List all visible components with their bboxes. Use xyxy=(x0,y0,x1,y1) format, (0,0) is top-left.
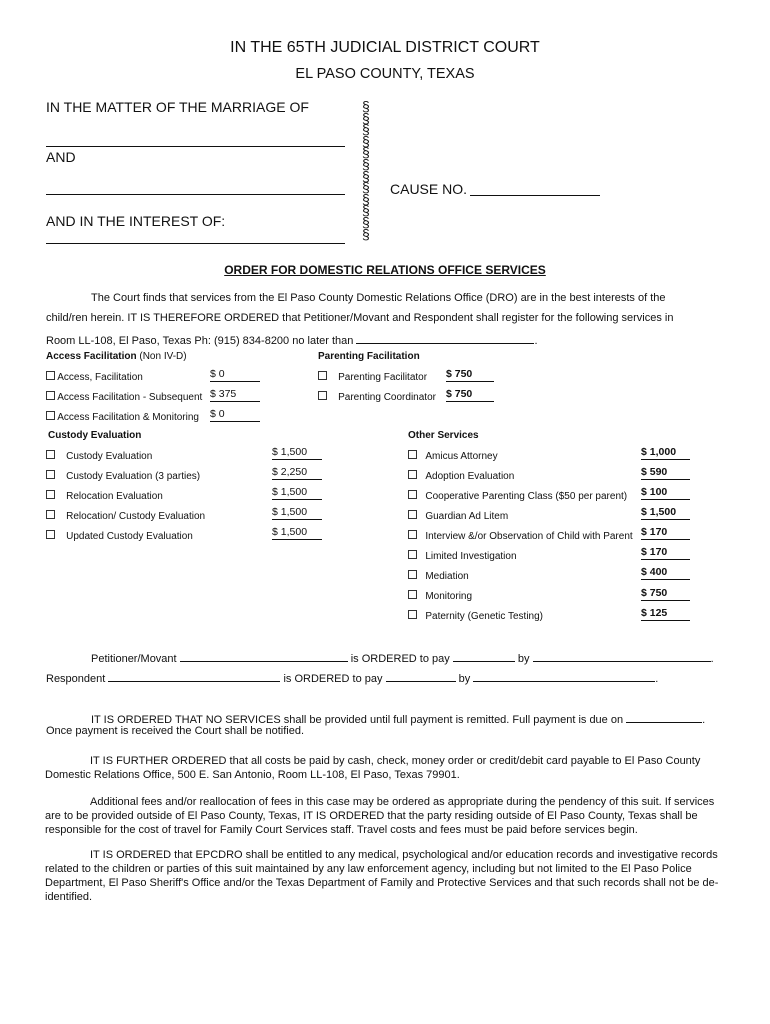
access-item xyxy=(46,411,199,423)
custody-item xyxy=(46,510,205,522)
petitioner-amount-line[interactable] xyxy=(453,650,515,662)
other-amount: $ 1,000 xyxy=(641,446,690,460)
custody-item xyxy=(46,470,200,482)
service-label: Guardian Ad Litem xyxy=(425,511,509,522)
petitioner-name-line[interactable] xyxy=(180,650,348,662)
service-label: Adoption Evaluation xyxy=(425,471,515,482)
checkbox[interactable] xyxy=(408,610,417,619)
service-label: Updated Custody Evaluation xyxy=(66,531,193,542)
checkbox[interactable] xyxy=(408,550,417,559)
service-label: Access Facilitation - Subsequent xyxy=(57,392,203,403)
other-item xyxy=(408,490,627,502)
service-label: Mediation xyxy=(425,571,469,582)
and-label: AND xyxy=(46,149,76,165)
checkbox[interactable] xyxy=(46,490,55,499)
intro-line-3-text: Room LL-108, El Paso, Texas Ph: (915) 834-8200 no later than xyxy=(46,335,354,347)
other-item xyxy=(408,610,543,622)
checkbox[interactable] xyxy=(408,570,417,579)
service-label: Relocation/ Custody Evaluation xyxy=(66,511,206,522)
other-heading: Other Services xyxy=(408,430,479,441)
deadline-date-line[interactable] xyxy=(356,332,534,344)
section-symbol: § xyxy=(362,190,370,207)
matter-label: IN THE MATTER OF THE MARRIAGE OF xyxy=(46,99,309,115)
other-item xyxy=(408,510,508,522)
access-heading-title: Access Facilitation xyxy=(46,351,137,362)
respondent-amount-line[interactable] xyxy=(386,670,456,682)
section-symbol: § xyxy=(362,144,370,161)
respondent-date-line[interactable] xyxy=(473,670,655,682)
parenting-item xyxy=(318,391,436,403)
by-text: by xyxy=(458,673,471,685)
parenting-amount: $ 750 xyxy=(446,368,494,382)
service-label: Access, Facilitation xyxy=(57,372,143,383)
checkbox[interactable] xyxy=(318,391,327,400)
section-symbol: § xyxy=(362,155,370,172)
service-label: Interview &/or Observation of Child with Parent xyxy=(425,531,633,542)
parenting-amount: $ 750 xyxy=(446,388,494,402)
section-symbol-column xyxy=(362,98,370,242)
other-amount: $ 750 xyxy=(641,587,690,601)
checkbox[interactable] xyxy=(46,470,55,479)
other-amount: $ 590 xyxy=(641,466,690,480)
petitioner-date-line[interactable] xyxy=(533,650,711,662)
child-line[interactable] xyxy=(46,243,345,244)
other-item xyxy=(408,470,514,482)
petitioner-payment-line: Petitioner/Movant is ORDERED to pay by . xyxy=(91,650,714,665)
cause-number-line[interactable] xyxy=(470,195,600,196)
parenting-item xyxy=(318,371,427,383)
service-label: Amicus Attorney xyxy=(425,451,498,462)
checkbox[interactable] xyxy=(318,371,327,380)
service-label: Relocation Evaluation xyxy=(66,491,163,502)
custody-heading: Custody Evaluation xyxy=(48,430,142,441)
access-heading-note: (Non IV-D) xyxy=(139,351,187,362)
party1-line[interactable] xyxy=(46,146,345,147)
section-symbol: § xyxy=(362,98,370,114)
section-symbol: § xyxy=(362,225,370,242)
payment-due-date-line[interactable] xyxy=(626,711,702,723)
other-item xyxy=(408,550,517,562)
section-symbol: § xyxy=(362,213,370,230)
service-label: Limited Investigation xyxy=(425,551,517,562)
other-amount: $ 100 xyxy=(641,486,690,500)
section-symbol: § xyxy=(362,121,370,138)
section-symbol: § xyxy=(362,167,370,184)
checkbox[interactable] xyxy=(408,510,417,519)
no-services-paragraph: IT IS ORDERED THAT NO SERVICES shall be provided until full payment is remitted. Full payment is due on . xyxy=(91,711,705,726)
service-label: Paternity (Genetic Testing) xyxy=(425,611,543,622)
other-item xyxy=(408,590,472,602)
additional-fees-paragraph: Additional fees and/or reallocation of fees in this case may be ordered as appropriate during the pendency of this suit. If services are to be provided outside of El Paso County, Texas, IT IS ORDERED that the party residing outside of El Paso County, Texas shall be responsible for the cost of travel for Family Court Services staff. Travel costs and fees must be paid before services begin. xyxy=(45,796,715,836)
intro-line-2: child/ren herein. IT IS THEREFORE ORDERED that Petitioner/Movant and Respondent shall register for the following services in xyxy=(46,312,674,324)
other-item xyxy=(408,530,633,542)
intro-line-3-period: . xyxy=(534,335,538,347)
other-amount: $ 170 xyxy=(641,526,690,540)
custody-item xyxy=(46,450,152,462)
records-paragraph: IT IS ORDERED that EPCDRO shall be entitled to any medical, psychological and/or education records and investigative records related to the children or parties of this suit maintained by any law enforcement agency, including but not limited to the El Paso Police Department, El Paso Sheriff's Office and/or the Texas Department of Family and Protective Services and that such records shall not be de-identified. xyxy=(45,849,719,903)
no-services-text: IT IS ORDERED THAT NO SERVICES shall be provided until full payment is remitted. Full payment is due on xyxy=(91,714,624,726)
service-label: Cooperative Parenting Class ($50 per parent) xyxy=(425,491,628,502)
service-label: Parenting Coordinator xyxy=(338,392,436,403)
service-label: Custody Evaluation xyxy=(66,451,153,462)
other-amount: $ 125 xyxy=(641,607,690,621)
checkbox[interactable] xyxy=(408,530,417,539)
checkbox[interactable] xyxy=(408,450,417,459)
ordered-to-pay-text: is ORDERED to pay xyxy=(350,653,450,665)
access-item xyxy=(46,371,143,383)
interest-label: AND IN THE INTEREST OF: xyxy=(46,213,226,229)
checkbox[interactable] xyxy=(46,371,55,380)
checkbox[interactable] xyxy=(46,530,55,539)
service-label: Access Facilitation & Monitoring xyxy=(57,412,199,423)
checkbox[interactable] xyxy=(46,450,55,459)
intro-line-1: The Court finds that services from the El Paso County Domestic Relations Office (DRO) are in the best interests of the xyxy=(91,292,666,304)
cause-number-label: CAUSE NO. xyxy=(390,181,468,197)
respondent-name-line[interactable] xyxy=(108,670,280,682)
access-amount: $ 0 xyxy=(210,368,260,382)
other-amount: $ 170 xyxy=(641,546,690,560)
checkbox[interactable] xyxy=(46,510,55,519)
by-text: by xyxy=(517,653,530,665)
access-amount: $ 0 xyxy=(210,408,260,422)
county-heading: EL PASO COUNTY, TEXAS xyxy=(295,66,475,82)
access-amount: $ 375 xyxy=(210,388,260,402)
court-heading: IN THE 65TH JUDICIAL DISTRICT COURT xyxy=(230,39,540,56)
section-symbol: § xyxy=(362,202,370,219)
checkbox[interactable] xyxy=(408,490,417,499)
other-amount: $ 400 xyxy=(641,566,690,580)
custody-amount: $ 1,500 xyxy=(272,506,322,520)
checkbox[interactable] xyxy=(408,590,417,599)
custody-item xyxy=(46,490,163,502)
other-amount: $ 1,500 xyxy=(641,506,690,520)
custody-item xyxy=(46,530,193,542)
payment-notice: Once payment is received the Court shall be notified. xyxy=(46,725,305,737)
respondent-payment-line: Respondent is ORDERED to pay by . xyxy=(46,670,658,685)
petitioner-label: Petitioner/Movant xyxy=(91,653,177,665)
custody-amount: $ 1,500 xyxy=(272,486,322,500)
section-symbol: § xyxy=(362,132,370,149)
other-item xyxy=(408,570,469,582)
section-symbol: § xyxy=(362,179,370,196)
service-label: Monitoring xyxy=(425,591,473,602)
party2-line[interactable] xyxy=(46,194,345,195)
custody-amount: $ 2,250 xyxy=(272,466,322,480)
order-title: ORDER FOR DOMESTIC RELATIONS OFFICE SERVICES xyxy=(224,263,546,277)
intro-line-3 xyxy=(46,332,538,347)
checkbox[interactable] xyxy=(46,391,55,400)
custody-amount: $ 1,500 xyxy=(272,446,322,460)
service-label: Custody Evaluation (3 parties) xyxy=(66,471,201,482)
checkbox[interactable] xyxy=(46,411,55,420)
custody-amount: $ 1,500 xyxy=(272,526,322,540)
section-symbol: § xyxy=(362,109,370,126)
payment-method-paragraph: IT IS FURTHER ORDERED that all costs be paid by cash, check, money order or credit/debit card payable to El Paso County Domestic Relations Office, 500 E. San Antonio, Room LL-108, El Paso, Texas 79901. xyxy=(45,755,701,781)
checkbox[interactable] xyxy=(408,470,417,479)
ordered-to-pay-text: is ORDERED to pay xyxy=(283,673,383,685)
access-item xyxy=(46,391,202,403)
parenting-heading: Parenting Facilitation xyxy=(318,351,420,362)
service-label: Parenting Facilitator xyxy=(338,372,428,383)
respondent-label: Respondent xyxy=(46,673,106,685)
access-heading xyxy=(46,351,187,362)
other-item xyxy=(408,450,498,462)
